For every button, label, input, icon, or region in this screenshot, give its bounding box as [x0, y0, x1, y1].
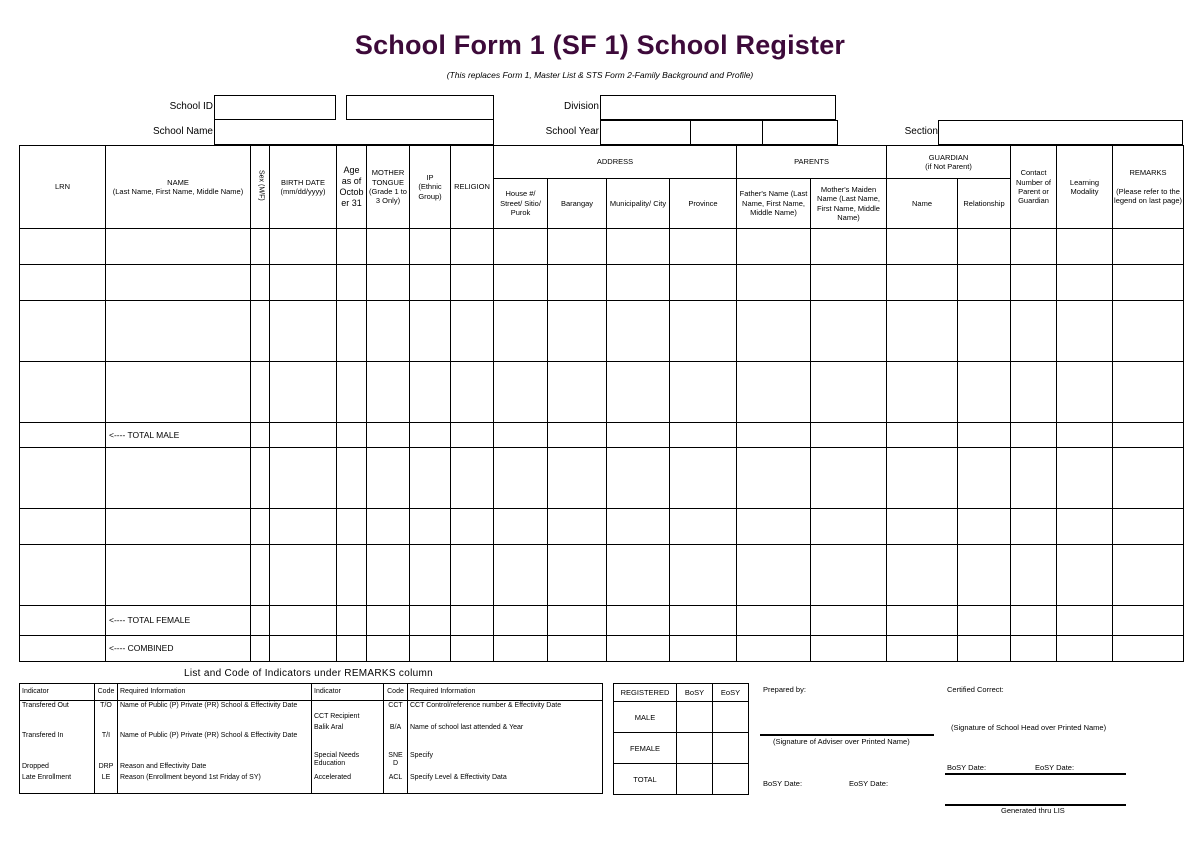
school-year-field-2[interactable]	[690, 120, 763, 145]
head-signature-caption: (Signature of School Head over Printed Name)	[951, 723, 1107, 732]
legend-h-indicator: Indicator	[20, 684, 95, 701]
legend-indicator: Balik Aral	[312, 723, 384, 751]
legend-table	[19, 683, 603, 794]
school-year-label: School Year	[545, 126, 599, 137]
legend-code: B/A	[384, 723, 408, 751]
col-mother: Mother's Maiden Name (Last Name, First Name, Middle Name)	[811, 179, 887, 229]
registered-header: REGISTERED	[614, 684, 677, 702]
division-field[interactable]	[600, 95, 836, 120]
legend-h-code-2: Code	[384, 684, 408, 701]
col-barangay: Barangay	[548, 179, 607, 229]
legend-indicator: Dropped	[22, 763, 49, 771]
legend-info: Specify Level & Effectivity Data	[408, 773, 603, 794]
register-table	[19, 145, 1184, 662]
prepared-by-label: Prepared by:	[763, 685, 806, 694]
adviser-signature-line[interactable]	[760, 734, 934, 736]
total-label: TOTAL	[614, 764, 677, 795]
form-title: School Form 1 (SF 1) School Register	[354, 30, 846, 60]
legend-code: DRP	[95, 751, 118, 773]
legend-indicator: Accelerated	[312, 773, 384, 794]
school-year-field-3[interactable]	[762, 120, 838, 145]
eosy-header: EoSY	[713, 684, 749, 702]
col-contact: Contact Number of Parent or Guardian	[1011, 146, 1057, 229]
registered-table	[613, 683, 749, 795]
form-subtitle: (This replaces Form 1, Master List & STS Form 2-Family Background and Profile)	[446, 70, 754, 80]
male-bosy-cell[interactable]	[677, 702, 713, 733]
table-row	[20, 545, 1184, 606]
col-father: Father's Name (Last Name, First Name, Middle Name)	[737, 179, 811, 229]
section-label: Section	[904, 126, 938, 137]
col-remarks: REMARKS (Please refer to the legend on last page)	[1113, 146, 1184, 229]
female-eosy-cell[interactable]	[713, 733, 749, 764]
legend-row	[20, 751, 603, 773]
male-eosy-cell[interactable]	[713, 702, 749, 733]
table-row	[20, 448, 1184, 509]
legend-info: Name of Public (P) Private (PR) School & Effectivity Date	[118, 723, 312, 751]
col-house: House #/ Street/ Sitio/ Purok	[494, 179, 548, 229]
school-id-label: School ID	[169, 101, 213, 112]
school-name-field[interactable]	[214, 120, 494, 145]
total-female-row	[20, 606, 1184, 636]
legend-info: Specify	[408, 751, 603, 773]
legend-title: List and Code of Indicators under REMARKS column	[184, 668, 433, 679]
col-guardian-relationship: Relationship	[958, 179, 1011, 229]
legend-info: Name of school last attended & Year	[408, 723, 603, 751]
col-ip: IP (Ethnic Group)	[410, 146, 451, 229]
bosy-header: BoSY	[677, 684, 713, 702]
legend-indicator: Special Needs Education	[312, 751, 384, 773]
school-year-field-1[interactable]	[600, 120, 691, 145]
legend-h-required-2: Required Information	[408, 684, 603, 701]
legend-info: Reason (Enrollment beyond 1st Friday of SY)	[118, 773, 312, 794]
legend-row	[20, 723, 603, 751]
col-age: Age as of Octob er 31	[337, 146, 367, 229]
division-label: Division	[563, 101, 599, 112]
legend-indicator: Late Enrollment	[22, 773, 72, 781]
head-date-line[interactable]	[945, 773, 1126, 775]
table-row	[20, 362, 1184, 423]
legend-indicator: Transfered In	[22, 732, 64, 740]
col-municipality: Municipality/ City	[607, 179, 670, 229]
generated-thru-lis: Generated thru LIS	[1001, 806, 1065, 815]
col-sex: Sex (M/F)	[251, 146, 270, 229]
legend-indicator: CCT Recipient	[312, 701, 384, 723]
adviser-signature-caption: (Signature of Adviser over Printed Name)	[773, 737, 910, 746]
col-name: NAME (Last Name, First Name, Middle Name)	[106, 146, 251, 229]
legend-info: Name of Public (P) Private (PR) School & Effectivity Date	[118, 701, 312, 723]
legend-h-indicator-2: Indicator	[312, 684, 384, 701]
col-birth-date: BIRTH DATE (mm/dd/yyyy)	[270, 146, 337, 229]
col-address: ADDRESS	[494, 146, 737, 179]
legend-code: LE	[95, 773, 118, 794]
head-bosy-date-label: BoSY Date:	[947, 763, 987, 772]
col-guardian-name: Name	[887, 179, 958, 229]
table-row	[20, 265, 1184, 301]
total-male-row	[20, 423, 1184, 448]
legend-code: T/O	[95, 701, 118, 723]
legend-row	[20, 773, 603, 794]
col-parents: PARENTS	[737, 146, 887, 179]
combined-label: <---- COMBINED	[106, 636, 251, 662]
certified-correct-label: Certified Correct:	[947, 685, 1004, 694]
school-name-label: School Name	[152, 126, 213, 137]
total-bosy-cell[interactable]	[677, 764, 713, 795]
adviser-bosy-date-label: BoSY Date:	[763, 779, 803, 788]
col-guardian: GUARDIAN (if Not Parent)	[887, 146, 1011, 179]
total-female-label: <---- TOTAL FEMALE	[106, 606, 251, 636]
table-row	[20, 301, 1184, 362]
col-lrn: LRN	[20, 146, 106, 229]
col-mother-tongue: MOTHER TONGUE (Grade 1 to 3 Only)	[367, 146, 410, 229]
table-row	[20, 509, 1184, 545]
legend-h-required: Required Information	[118, 684, 312, 701]
legend-info: Reason and Effectivity Date	[118, 751, 312, 773]
legend-h-code: Code	[95, 684, 118, 701]
col-province: Province	[670, 179, 737, 229]
school-id-field[interactable]	[214, 95, 336, 120]
adviser-eosy-date-label: EoSY Date:	[849, 779, 889, 788]
male-label: MALE	[614, 702, 677, 733]
col-religion: RELIGION	[451, 146, 494, 229]
col-learning-modality: Learning Modality	[1057, 146, 1113, 229]
legend-code: CCT	[384, 701, 408, 723]
section-field[interactable]	[938, 120, 1183, 145]
table-row	[20, 229, 1184, 265]
total-eosy-cell[interactable]	[713, 764, 749, 795]
legend-code: T/I	[95, 723, 118, 751]
legend-info: CCT Control/reference number & Effectivity Date	[408, 701, 603, 723]
head-eosy-date-label: EoSY Date:	[1035, 763, 1075, 772]
female-label: FEMALE	[614, 733, 677, 764]
legend-row	[20, 701, 603, 723]
legend-code: ACL	[384, 773, 408, 794]
total-male-label: <---- TOTAL MALE	[106, 423, 251, 448]
legend-indicator: Transfered Out	[22, 702, 69, 709]
legend-code: SNE D	[384, 751, 408, 773]
school-id-field-2[interactable]	[346, 95, 494, 120]
combined-row	[20, 636, 1184, 662]
female-bosy-cell[interactable]	[677, 733, 713, 764]
